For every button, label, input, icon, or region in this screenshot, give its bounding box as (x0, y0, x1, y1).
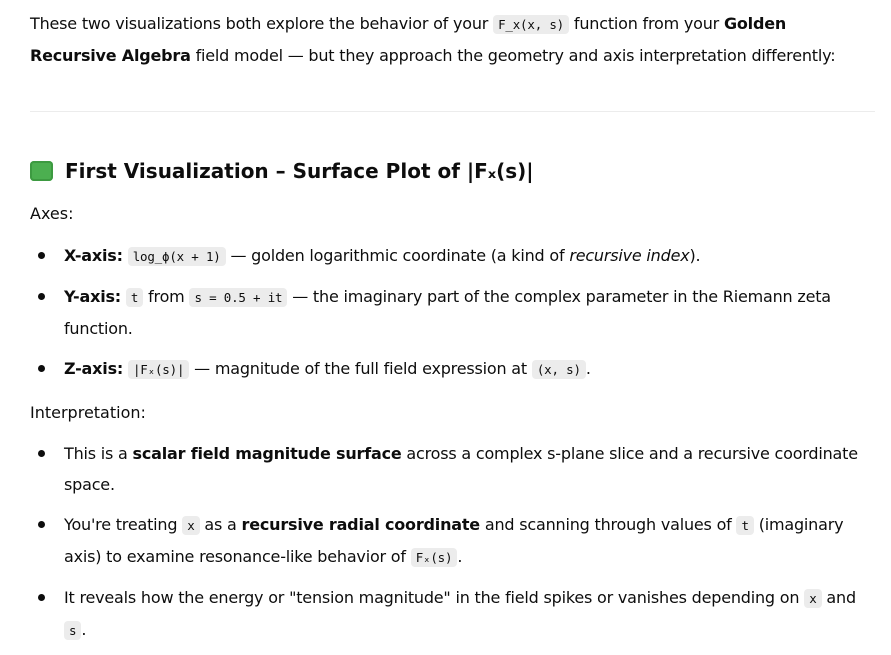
bold-text: recursive radial coordinate (241, 515, 480, 534)
inline-code: t (736, 516, 753, 535)
item-text: . (457, 547, 463, 566)
inline-code: x (804, 589, 821, 608)
interpretation-list (30, 438, 875, 655)
green-square-icon (30, 161, 53, 181)
list-item (30, 353, 875, 385)
bold-text: Golden Recursive Algebra (30, 14, 787, 65)
item-text: (imaginary axis) to examine resonance-like behavior of (64, 515, 844, 566)
bold-text: scalar field magnitude surface (132, 444, 402, 463)
axis-text: — magnitude of the full field expression at (189, 359, 532, 378)
inline-code: |Fₓ(s)| (128, 360, 189, 379)
intro-paragraph (30, 8, 870, 71)
axis-key: X-axis: (64, 246, 123, 265)
intro-text: These two visualizations both explore the behavior of your (30, 14, 494, 33)
inline-code: x (182, 516, 199, 535)
intro-text: field model — but they approach the geometry and axis interpretation differently: (190, 46, 836, 65)
axes-label: Axes: (30, 204, 74, 223)
interpretation-label: Interpretation: (30, 403, 146, 422)
inline-code: t (126, 288, 143, 307)
inline-code: F_x(x, s) (493, 15, 569, 34)
axis-text: — golden logarithmic coordinate (a kind of (225, 246, 570, 265)
axis-text: from (143, 287, 190, 306)
item-text: This is a (64, 444, 133, 463)
list-item (30, 438, 875, 500)
inline-code: s (64, 621, 81, 640)
section-heading (30, 159, 534, 183)
list-item (30, 509, 875, 573)
heading-text: First Visualization – Surface Plot of |Fₓ(s)| (65, 159, 534, 183)
list-item (30, 240, 875, 272)
item-text: and (821, 588, 856, 607)
axis-text: . (585, 359, 591, 378)
divider (30, 111, 875, 112)
item-text: and scanning through values of (479, 515, 737, 534)
list-item (30, 281, 875, 344)
item-text: as a (199, 515, 242, 534)
axis-text: ). (689, 246, 701, 265)
item-text: It reveals how the energy or "tension magnitude" in the field spikes or vanishes depending on (64, 588, 805, 607)
intro-text: function from your (569, 14, 724, 33)
axis-key: Y-axis: (64, 287, 121, 306)
item-text: . (81, 620, 87, 639)
axes-list (30, 240, 875, 394)
inline-code: s = 0.5 + it (189, 288, 287, 307)
italic-text: recursive index (569, 246, 690, 265)
inline-code: log_ϕ(x + 1) (128, 247, 226, 266)
item-text: across a complex s-plane slice and a recursive coordinate space. (64, 444, 858, 494)
list-item (30, 582, 875, 646)
item-text: You're treating (64, 515, 183, 534)
axis-text: — the imaginary part of the complex parameter in the Riemann zeta function. (64, 287, 831, 338)
inline-code: (x, s) (532, 360, 586, 379)
inline-code: Fₓ(s) (411, 548, 458, 567)
axis-key: Z-axis: (64, 359, 124, 378)
